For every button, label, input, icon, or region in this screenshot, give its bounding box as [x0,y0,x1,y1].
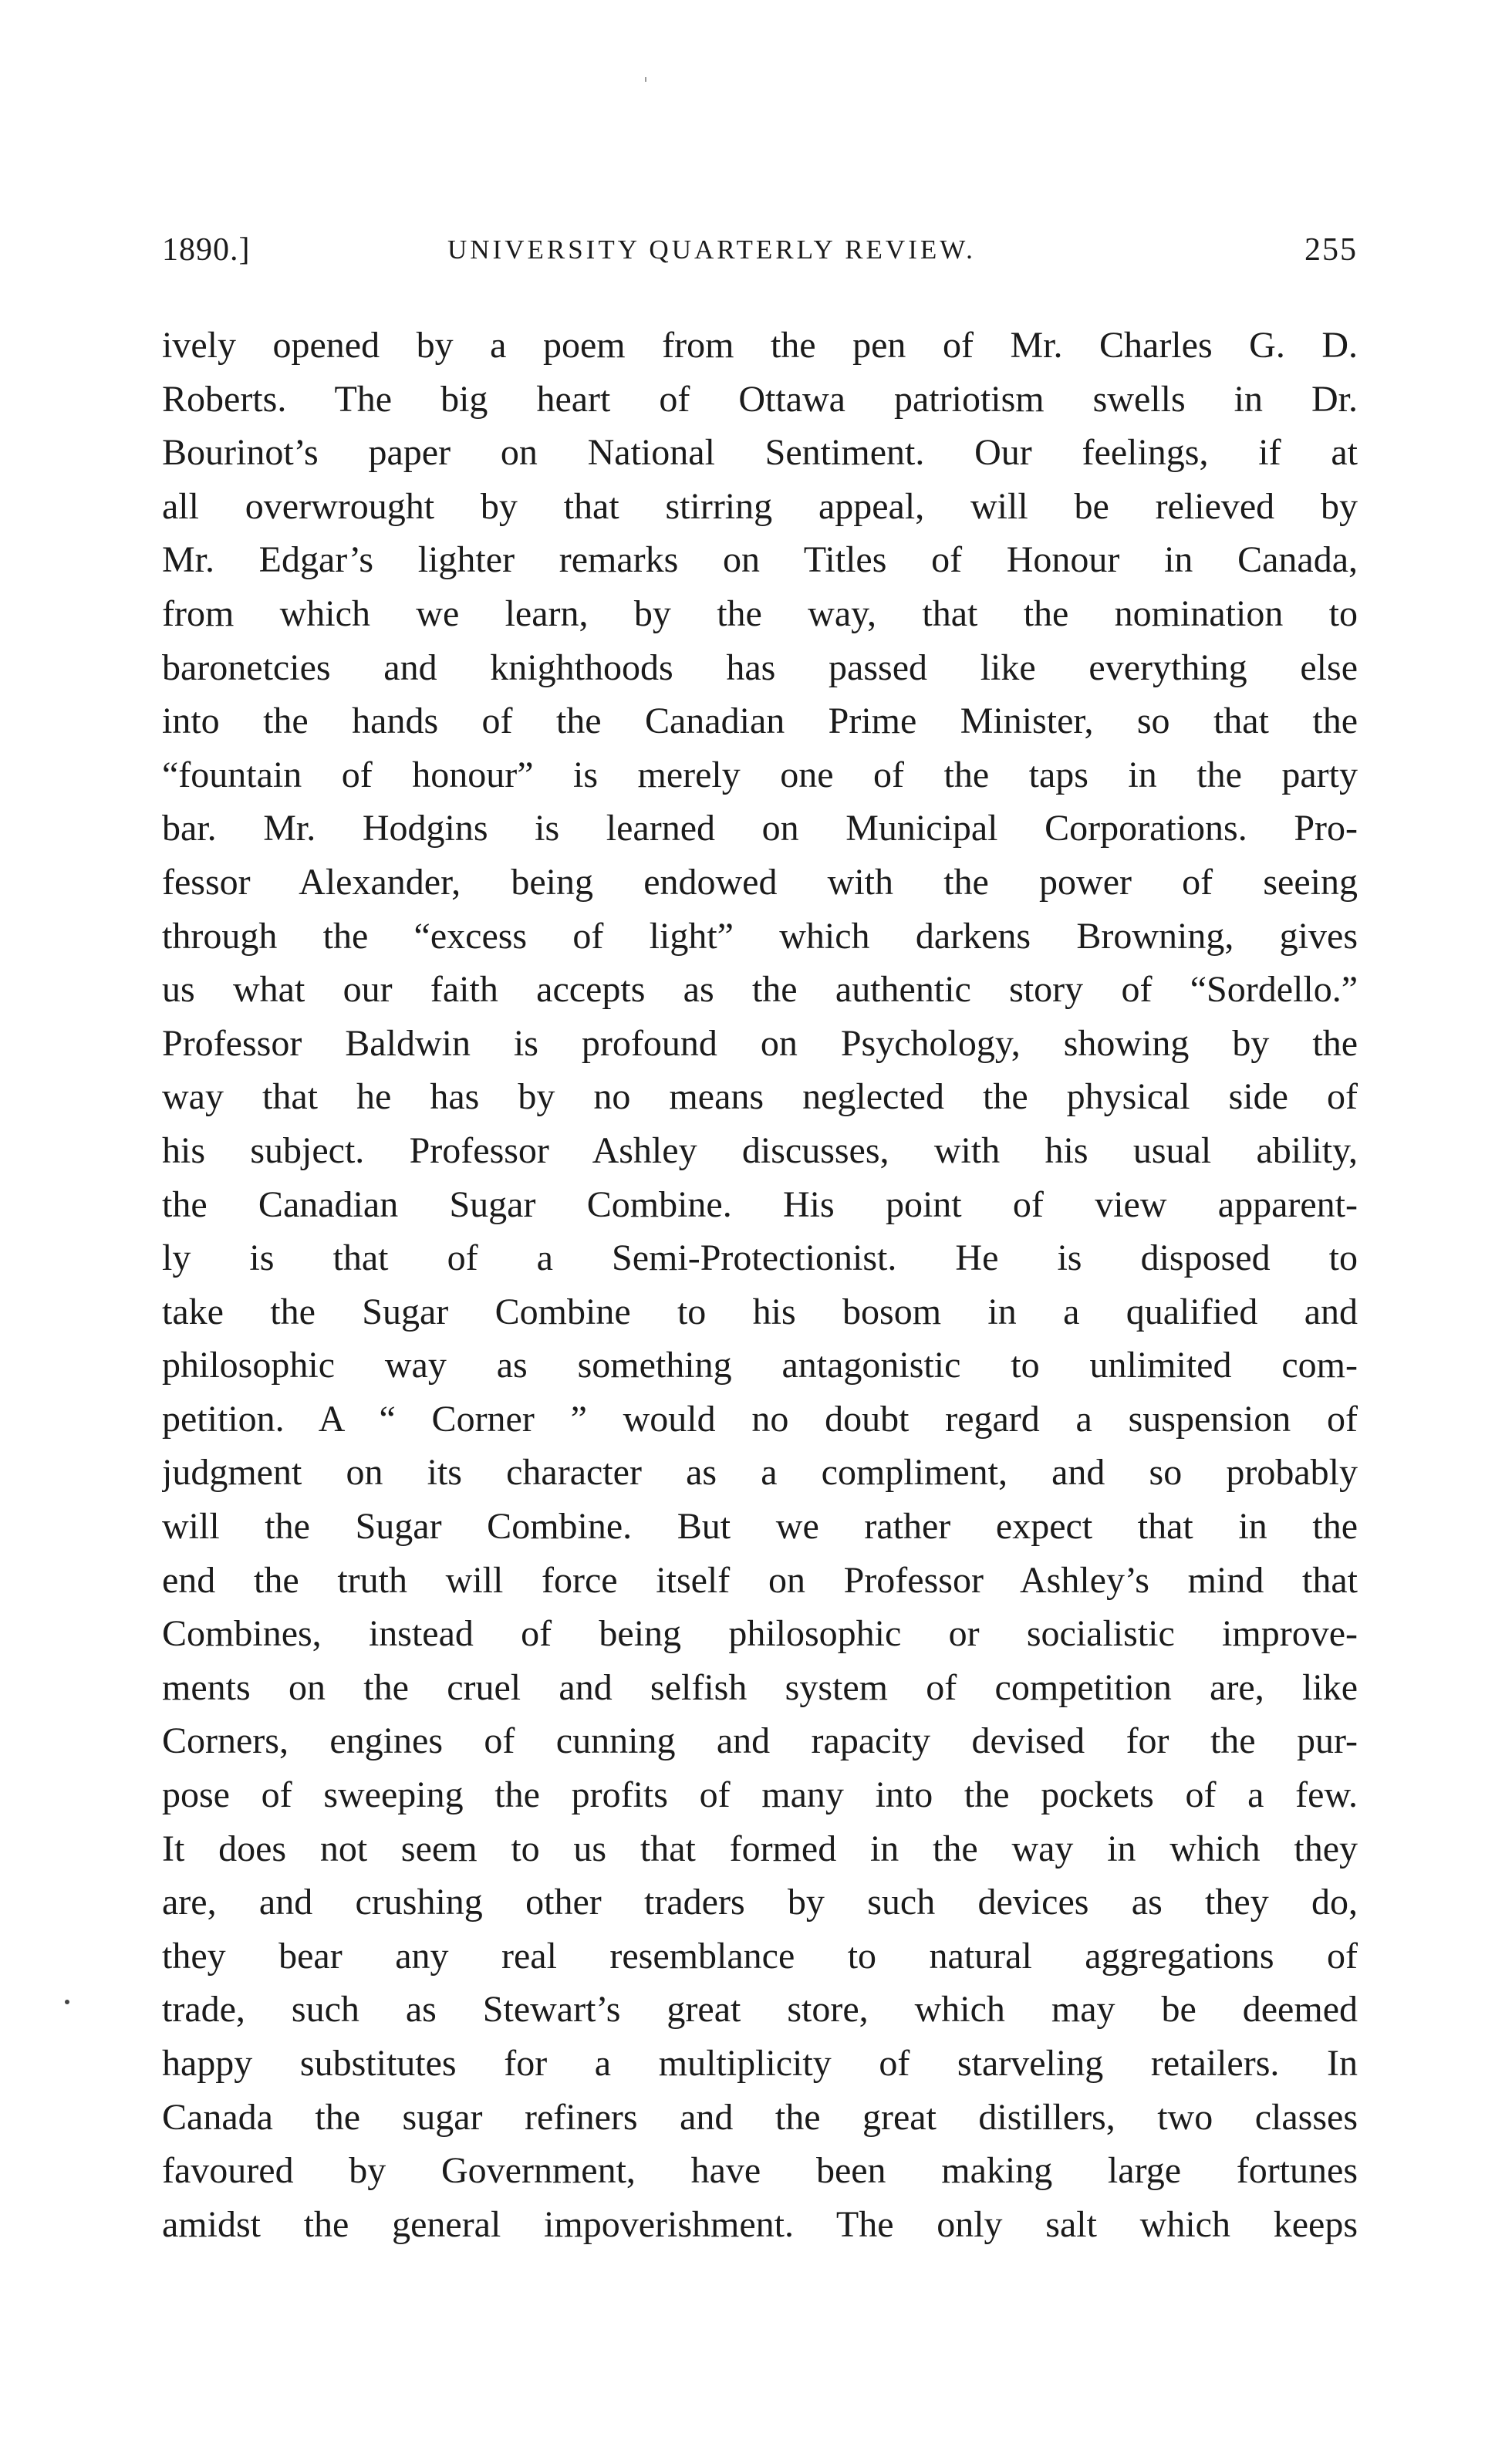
text-line: Bourinot’s paper on National Sentiment. Our feelings, if at [162,432,1358,474]
text-line: Corners, engines of cunning and rapacity devised for the pur- [162,1720,1358,1762]
text-line: Combines, instead of being philosophic or socialistic improve- [162,1613,1358,1655]
text-line: us what our faith accepts as the authentic story of “Sordello.” [162,969,1358,1011]
header-journal-title: UNIVERSITY QUARTERLY REVIEW. [447,235,976,265]
text-line: ly is that of a Semi-Protectionist. He is disposed to [162,1237,1358,1279]
text-line: trade, such as Stewart’s great store, which may be deemed [162,1989,1358,2031]
text-line: It does not seem to us that formed in the way in which they [162,1828,1358,1869]
text-line: favoured by Government, have been making large fortunes [162,2150,1358,2192]
text-line: ments on the cruel and selfish system of competition are, like [162,1666,1358,1708]
running-header [162,231,1358,285]
text-line: ively opened by a poem from the pen of Mr. Charles G. D. [162,325,1358,366]
header-page-number: 255 [1304,232,1358,268]
text-line: Roberts. The big heart of Ottawa patriotism swells in Dr. [162,378,1358,420]
text-line: happy substitutes for a multiplicity of starveling retailers. In [162,2043,1358,2084]
header-year: 1890.] [162,232,251,268]
text-line: take the Sugar Combine to his bosom in a qualified and [162,1291,1358,1332]
text-line: into the hands of the Canadian Prime Minister, so that the [162,700,1358,742]
text-line: they bear any real resemblance to natural aggregations of [162,1935,1358,1977]
text-line: are, and crushing other traders by such devices as they do, [162,1882,1358,1923]
text-line: Mr. Edgar’s lighter remarks on Titles of Honour in Canada, [162,539,1358,581]
text-line: fessor Alexander, being endowed with the power of seeing [162,861,1358,903]
text-line: baronetcies and knighthoods has passed like everything else [162,646,1358,688]
text-line: all overwrought by that stirring appeal, will be relieved by [162,485,1358,527]
margin-mark [65,2000,69,2004]
text-line: Professor Baldwin is profound on Psychology, showing by the [162,1022,1358,1064]
text-line: petition. A “ Corner ” would no doubt regard a suspension of [162,1398,1358,1440]
text-line: from which we learn, by the way, that the nomination to [162,592,1358,634]
text-line: will the Sugar Combine. But we rather expect that in the [162,1506,1358,1548]
text-line: pose of sweeping the profits of many into the pockets of a few. [162,1774,1358,1816]
text-line: his subject. Professor Ashley discusses, with his usual ability, [162,1129,1358,1171]
text-line: “fountain of honour” is merely one of the taps in the party [162,754,1358,795]
scan-speck [645,77,646,82]
body-text [162,319,1358,2251]
text-line: judgment on its character as a compliment, and so probably [162,1452,1358,1494]
text-line: end the truth will force itself on Professor Ashley’s mind that [162,1559,1358,1601]
text-line: philosophic way as something antagonistic to unlimited com- [162,1345,1358,1386]
text-line: the Canadian Sugar Combine. His point of view apparent- [162,1183,1358,1225]
text-line: bar. Mr. Hodgins is learned on Municipal Corporations. Pro- [162,808,1358,849]
text-line: Canada the sugar refiners and the great distillers, two classes [162,2096,1358,2138]
text-line: way that he has by no means neglected the physical side of [162,1076,1358,1118]
text-line: amidst the general impoverishment. The only salt which keeps [162,2203,1358,2245]
text-line: through the “excess of light” which darkens Browning, gives [162,915,1358,957]
